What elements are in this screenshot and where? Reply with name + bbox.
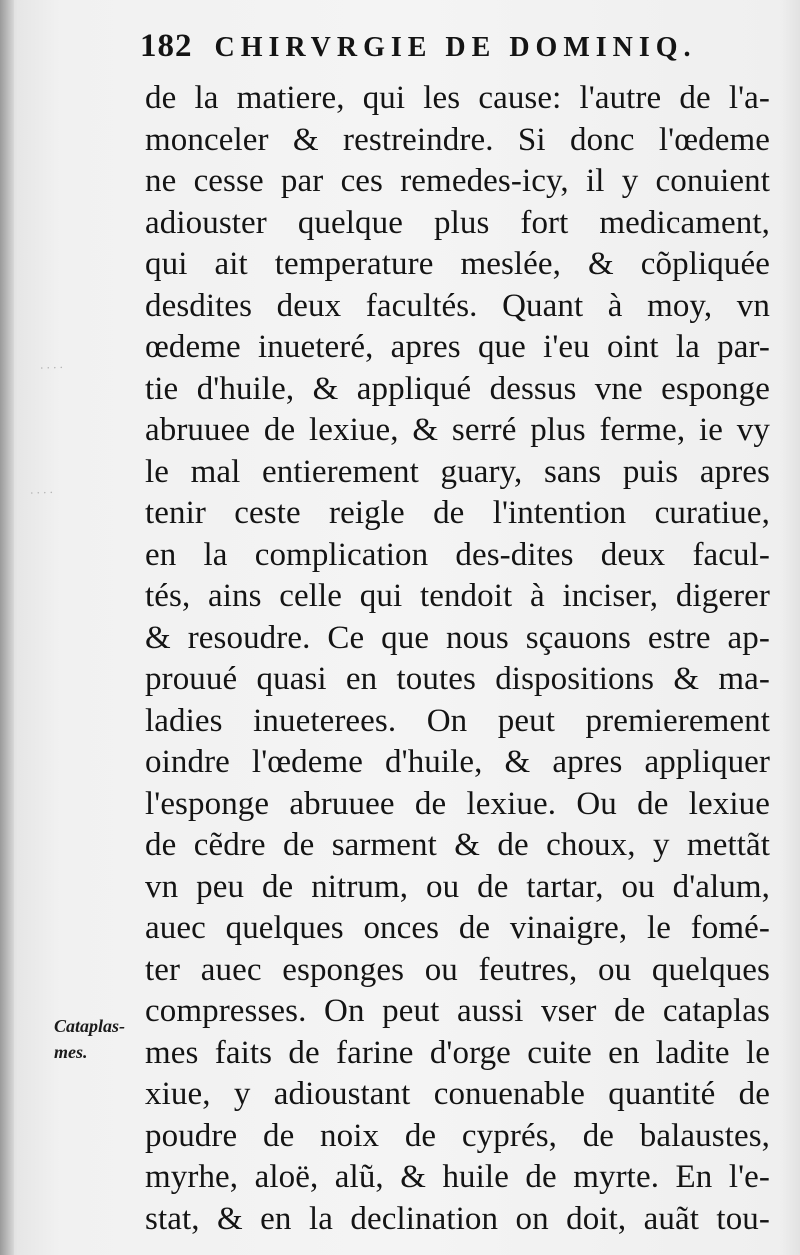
text-line: auec quelques onces de vinaigre, le fomé- [145, 910, 770, 946]
body-text [145, 78, 770, 1240]
text-line: tés, ains celle qui tendoit à inciser, digerer [145, 578, 770, 614]
text-line: ladies inueterees. On peut premierement [145, 702, 770, 739]
running-head [140, 28, 760, 78]
text-line: en la complication des-dites deux facul- [145, 536, 770, 573]
text-line: ne cesse par ces remedes-icy, il y conuient [145, 163, 770, 199]
text-line: myrhe, aloë, alũ, & huile de myrte. En l'e- [145, 1159, 770, 1195]
text-line: prouué quasi en toutes dispositions & ma- [145, 661, 770, 697]
text-line: l'esponge abruuee de lexiue. Ou de lexiue [145, 785, 770, 822]
text-line: œdeme inueteré, apres que i'eu oint la par- [145, 329, 770, 365]
text-line: & resoudre. Ce que nous sçauons estre ap- [145, 619, 770, 656]
text-line: abruuee de lexiue, & serré plus ferme, ie vy [145, 412, 770, 448]
text-line: mes faits de farine d'orge cuite en ladite le [145, 1034, 770, 1071]
text-line: ter auec esponges ou feutres, ou quelques [145, 951, 770, 988]
text-line: qui ait temperature meslée, & cõpliquée [145, 246, 770, 282]
margin-note [54, 1013, 125, 1065]
text-line: tenir ceste reigle de l'intention curatiue, [145, 495, 770, 531]
text-line: vn peu de nitrum, ou de tartar, ou d'alum, [145, 868, 770, 905]
text-line: xiue, y adioustant conuenable quantité de [145, 1076, 770, 1112]
text-line: compresses. On peut aussi vser de cataplas [145, 993, 770, 1029]
page-number: 182 [140, 28, 193, 64]
text-line: monceler & restreindre. Si donc l'œdeme [145, 121, 770, 158]
text-line: tie d'huile, & appliqué dessus vne esponge [145, 370, 770, 407]
bleed-through-text: · · · · [29, 484, 53, 501]
margin-note-line: Cataplas- [54, 1016, 126, 1036]
running-title: CHIRVRGIE DE DOMINIQ. [214, 32, 697, 63]
text-line: le mal entierement guary, sans puis apres [145, 453, 770, 490]
text-line: poudre de noix de cyprés, de balaustes, [145, 1117, 770, 1154]
text-line: oindre l'œdeme d'huile, & apres appliquer [145, 744, 770, 780]
text-line: adiouster quelque plus fort medicament, [145, 204, 770, 241]
text-line: de la matiere, qui les cause: l'autre de l'a- [145, 80, 770, 116]
binding-shadow [0, 0, 14, 1255]
text-line: de cẽdre de sarment & de choux, y mettãt [145, 827, 770, 863]
text-line: stat, & en la declination on doit, auãt tou- [145, 1200, 770, 1237]
margin-note-line: mes. [54, 1042, 88, 1062]
text-line: desdites deux facultés. Quant à moy, vn [145, 287, 770, 324]
bleed-through-text: · · · · [39, 359, 63, 376]
